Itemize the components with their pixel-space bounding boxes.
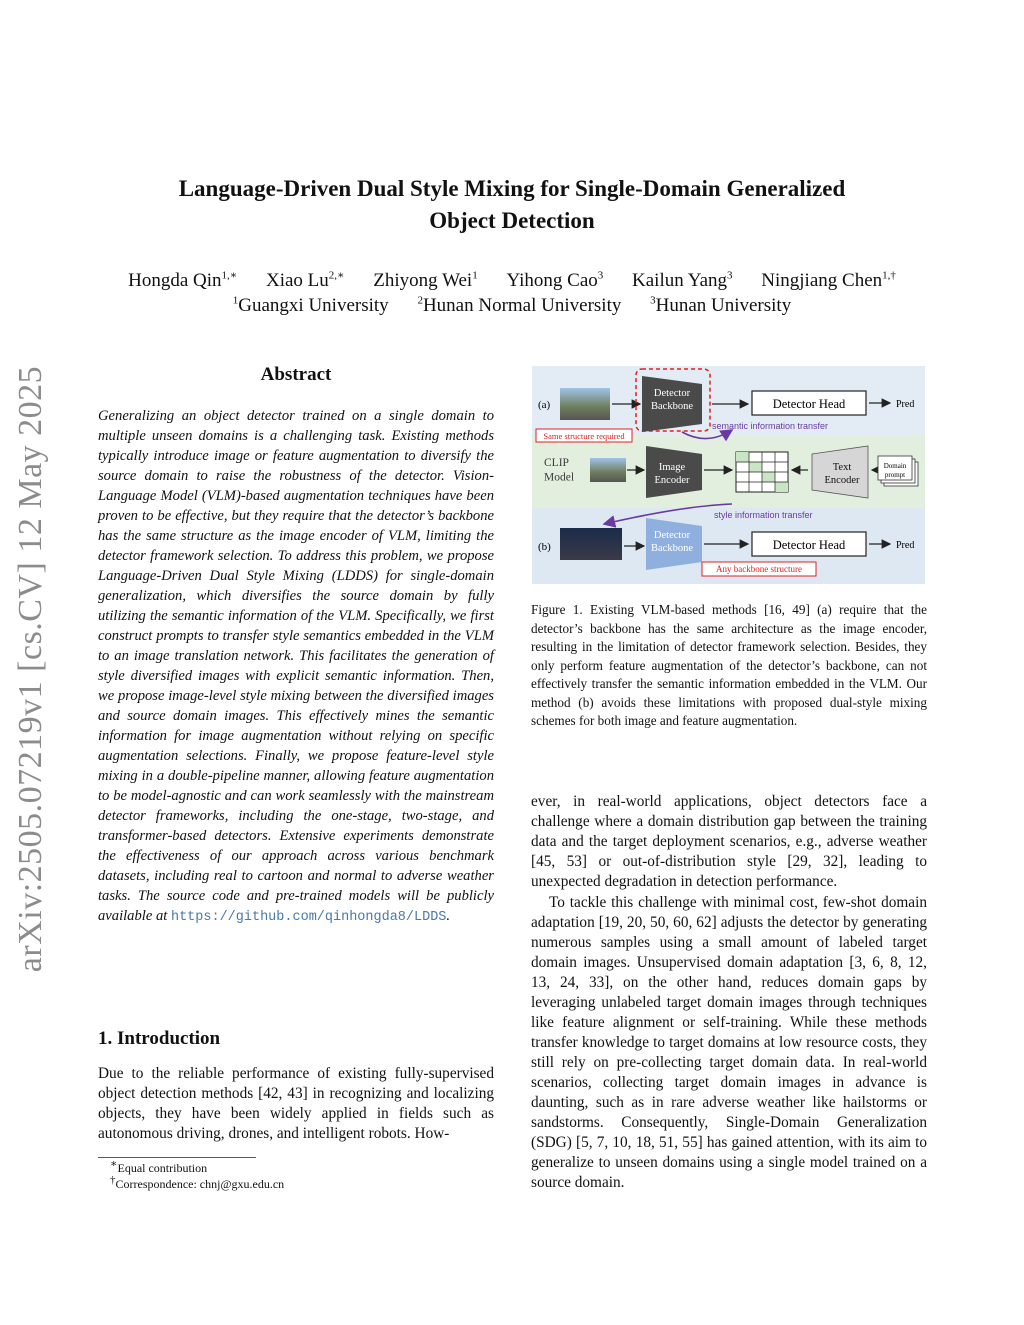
- detector-head-a-label: Detector Head: [772, 397, 846, 411]
- footnote-equal-text: Equal contribution: [117, 1161, 208, 1175]
- footnote-equal: ∗Equal contribution: [110, 1158, 208, 1175]
- figure-1-caption: Figure 1. Existing VLM-based methods [16, 49] (a) require that the detector’s backbone has the same architecture as the image encoder, resulting in the limitation of detector framework selection. Besides, they only perform feature augmentation of the detector’s backbone, can not effectively transfer the semantic information embedded in the VLM. Our method (b) avoids these limitations with proposed dual-style mixing schemes for both image and feature augmentation.: [531, 602, 927, 728]
- abstract-body: [98, 406, 494, 928]
- affiliation-name: Guangxi University: [238, 295, 389, 316]
- code-link[interactable]: https://github.com/qinhongda8/LDDS: [170, 910, 447, 925]
- label-line: Backbone: [651, 543, 693, 555]
- author: [266, 270, 345, 291]
- author-sup: 1: [472, 269, 478, 282]
- author-name: Yihong Cao: [506, 270, 598, 291]
- figure-1-diagram: [532, 366, 925, 584]
- affiliation-list: [100, 294, 924, 318]
- pred-a-label: Pred: [896, 399, 915, 410]
- author-sup: 1,∗: [221, 269, 238, 282]
- domain-prompt-label: [884, 462, 907, 479]
- label-line: Domain: [883, 462, 907, 470]
- author-name: Hongda Qin: [128, 270, 222, 291]
- label-line: Detector: [653, 388, 691, 399]
- detector-head-b-label: Detector Head: [772, 538, 846, 552]
- author: [632, 270, 733, 291]
- affiliation: [650, 295, 791, 316]
- clip-image-icon: [590, 458, 626, 482]
- author-name: Zhiyong Wei: [373, 270, 473, 291]
- label-line: Detector: [653, 530, 691, 541]
- any-backbone-label: Any backbone structure: [716, 564, 802, 574]
- right-paragraph-1: ever, in real-world applications, object detectors face a challenge where a domain distribution gap between the training data and the target deployment scenarios, e.g., adverse weather [45, 53] or out-of-distribution style [29, 32], leading to unexpected degradation in detection performance.: [531, 793, 927, 890]
- author: [506, 270, 603, 291]
- affiliation: [417, 295, 621, 316]
- author-list: [100, 269, 924, 293]
- label-line: CLIP: [544, 457, 569, 469]
- footnote-corr-text: Correspondence: chnj@gxu.edu.cn: [115, 1177, 285, 1191]
- abstract-end: .: [446, 908, 451, 924]
- label-a: (a): [538, 399, 551, 411]
- stylized-image-icon: [560, 528, 622, 560]
- pred-b-label: Pred: [896, 540, 915, 551]
- intro-paragraph: Due to the reliable performance of existing fully-supervised object detection methods [42, 43] in recognizing and localizing objects, they have been widely applied in fields such as autonomous driving, drones, and intelligent robots. How-: [98, 1065, 494, 1142]
- footnote-correspondence: †Correspondence: chnj@gxu.edu.cn: [110, 1174, 285, 1191]
- affiliation-sup: 1: [232, 294, 239, 307]
- label-line: prompt: [884, 470, 906, 479]
- abstract-heading: Abstract: [260, 364, 332, 385]
- author-name: Ningjiang Chen: [761, 270, 883, 291]
- style-transfer-label: style information transfer: [714, 510, 813, 520]
- affiliation-sup: 2: [417, 294, 423, 307]
- label-line: Backbone: [651, 401, 693, 413]
- author-sup: 2,∗: [328, 269, 345, 282]
- same-structure-label: Same structure required: [543, 431, 625, 441]
- paper-title: [100, 173, 924, 237]
- footnote-rule: [98, 1157, 256, 1158]
- title-line-1: Language-Driven Dual Style Mixing for Single-Domain Generalized: [178, 176, 846, 201]
- label-line: Encoder: [654, 475, 690, 487]
- semantic-transfer-label: semantic information transfer: [712, 421, 829, 431]
- source-image-icon: [560, 388, 610, 420]
- label-line: Text: [832, 462, 852, 473]
- label-line: Encoder: [824, 475, 860, 487]
- author: [761, 270, 896, 291]
- affiliation-name: Hunan University: [655, 295, 792, 316]
- author-sup: 3: [727, 269, 733, 282]
- title-line-2: Object Detection: [429, 208, 595, 233]
- section-heading-introduction: 1. Introduction: [98, 1028, 221, 1049]
- author-name: Xiao Lu: [266, 270, 329, 291]
- affiliation: [233, 295, 389, 316]
- figure-1: [532, 366, 925, 584]
- affiliation-name: Hunan Normal University: [422, 295, 622, 316]
- author-name: Kailun Yang: [632, 270, 728, 291]
- author: [373, 270, 477, 291]
- right-paragraph-2: To tackle this challenge with minimal cost, few-shot domain adaptation [19, 20, 50, 60, 62] adjusts the detector by generating numerous samples using a small amount of labeled target domain images. Unsupervised domain adaptation [3, 6, 8, 12, 13, 24, 33], on the other hand, reduces domain gaps by leveraging unlabeled target domain images through techniques like feature alignment or self-training. While these methods transfer knowledge to target domains at low resource costs, they still rely on pre-collecting target domain data. In real-world scenarios, collecting target domain images in advance is daunting, such as in rare adverse weather like hailstorms or sandstorms. Consequently, Single-Domain Generalization (SDG) [5, 7, 10, 18, 51, 55] has gained attention, with its aim to generalize to unseen domains using a single model trained on a source domain.: [531, 894, 927, 1191]
- author-sup: 3: [597, 269, 604, 282]
- affiliation-sup: 3: [650, 294, 656, 307]
- label-b: (b): [538, 541, 551, 553]
- label-line: Model: [544, 471, 575, 484]
- label-line: Image: [658, 462, 686, 473]
- author: [128, 270, 237, 291]
- abstract-text: Generalizing an object detector trained on a single domain to multiple unseen domains is a challenging task. Existing methods typically introduce image or feature augmentation to diversify the source domain to raise the robustness of the detector. Vision-Language Model (VLM)-based augmentation techniques have been proven to be effective, but they require that the detector’s backbone has the same structure as the image encoder of VLM, limiting the detector framework selection. To address this problem, we propose Language-Driven Dual Style Mixing (LDDS) for single-domain generalization, which diversifies the source domain by fully utilizing the semantic information of the VLM. Specifically, we first construct prompts to transfer style semantics embedded in the VLM to an image translation network. This facilitates the generation of style diversified images with explicit semantic information. Then, we propose image-level style mixing between the diversified images and source domain images. This effectively mines the semantic information for image augmentation without relying on specific augmentation selections. Finally, we propose feature-level style mixing in a double-pipeline manner, allowing feature augmentation to be model-agnostic and can work seamlessly with the mainstream detector frameworks, including the one-stage, two-stage, and transformer-based detectors. Extensive experiments demonstrate the effectiveness of our approach across various benchmark datasets, including real to cartoon and normal to adverse weather tasks. The source code and pre-trained models will be publicly available at: [98, 408, 494, 924]
- similarity-matrix: [736, 452, 788, 492]
- author-sup: 1,†: [882, 269, 896, 282]
- arxiv-identifier: arXiv:2505.07219v1 [cs.CV] 12 May 2025: [12, 365, 49, 973]
